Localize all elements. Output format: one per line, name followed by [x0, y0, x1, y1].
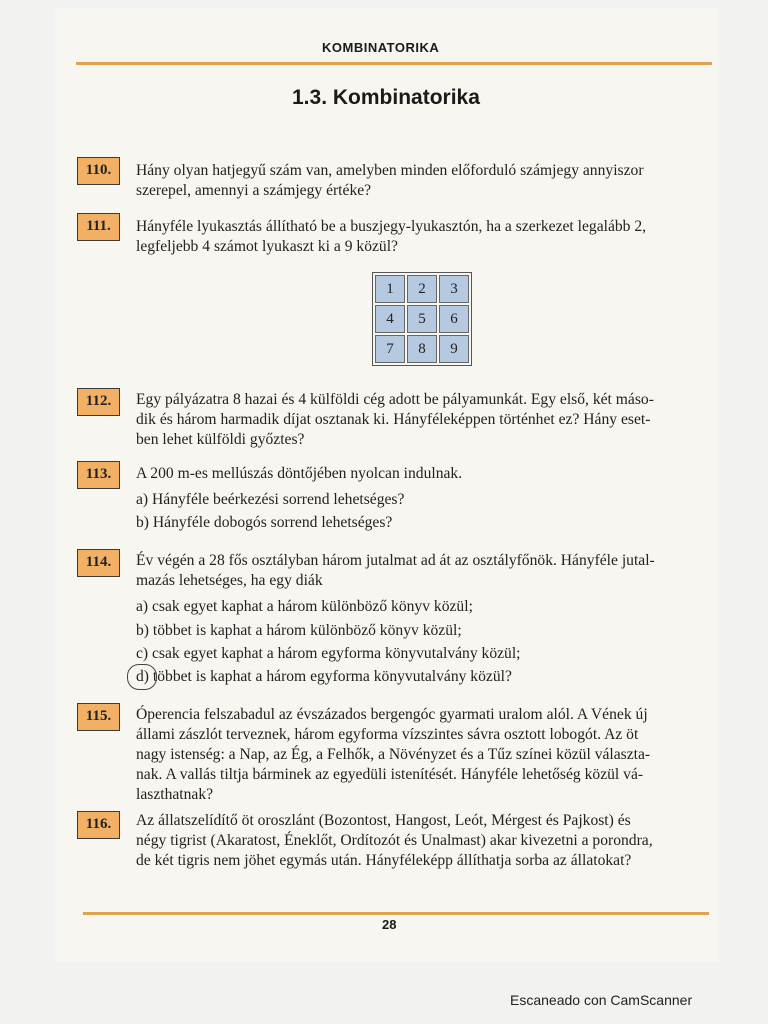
problem-115-line-4: nak. A vallás tiltja bárminek az egyedüli istenítését. Hányféle lehetőség közül vá-: [136, 766, 644, 783]
header-rule: [76, 62, 712, 65]
problem-114-line-1: Év végén a 28 fős osztályban három jutalmat ad át az osztályfőnök. Hányféle jutal-: [136, 552, 655, 569]
grid-cell: 6: [439, 305, 469, 333]
problem-number-115: 115.: [77, 703, 120, 731]
problem-number-111: 111.: [77, 213, 120, 241]
section-title: 1.3. Kombinatorika: [292, 86, 480, 109]
footer-rule: [83, 912, 709, 915]
problem-111-line-2: legfeljebb 4 számot lyukaszt ki a 9 közül?: [136, 238, 398, 255]
problem-113-part-a: a) Hányféle beérkezési sorrend lehetséges?: [136, 491, 405, 508]
problem-114-part-c: c) csak egyet kaphat a három egyforma könyvutalvány közül;: [136, 645, 521, 662]
handwritten-circle-mark: [127, 664, 157, 690]
problem-112-line-1: Egy pályázatra 8 hazai és 4 külföldi cég adott be pályamunkát. Egy első, két máso-: [136, 391, 654, 408]
grid-cell: 1: [375, 275, 405, 303]
problem-110-line-1: Hány olyan hatjegyű szám van, amelyben minden előforduló számjegy annyiszor: [136, 162, 644, 179]
problem-113-line-1: A 200 m-es mellúszás döntőjében nyolcan indulnak.: [136, 465, 463, 482]
problem-114-part-d: d) többet is kaphat a három egyforma könyvutalvány közül?: [136, 668, 512, 685]
problem-115-line-3: nagy istenség: a Nap, az Ég, a Felhők, a Növényzet és a Tűz színei közül választa-: [136, 746, 651, 763]
scanner-watermark: Escaneado con CamScanner: [510, 992, 693, 1008]
problem-number-113: 113.: [77, 461, 120, 489]
page-number: 28: [382, 917, 397, 932]
problem-number-114: 114.: [77, 549, 120, 577]
grid-cell: 8: [407, 335, 437, 363]
problem-number-112: 112.: [77, 388, 120, 416]
grid-cell: 4: [375, 305, 405, 333]
problem-116-line-1: Az állatszelídítő öt oroszlánt (Bozontost, Hangost, Leót, Mérgest és Pajkost) és: [136, 812, 631, 829]
problem-116-line-2: négy tigrist (Akaratost, Éneklőt, Ordítozót és Unalmast) akar kivezetni a porondra,: [136, 832, 653, 849]
problem-115-line-5: laszthatnak?: [136, 786, 214, 803]
problem-115-line-1: Óperencia felszabadul az évszázados bergengóc gyarmati uralom alól. A Vének új: [136, 706, 648, 723]
grid-cell: 3: [439, 275, 469, 303]
problem-113-part-b: b) Hányféle dobogós sorrend lehetséges?: [136, 514, 393, 531]
problem-110-line-2: szerepel, amennyi a számjegy értéke?: [136, 182, 372, 199]
grid-cell: 2: [407, 275, 437, 303]
problem-115-line-2: állami zászlót terveznek, három egyforma vízszintes sávra osztott lobogót. Az öt: [136, 726, 639, 743]
grid-cell: 5: [407, 305, 437, 333]
problem-114-part-a: a) csak egyet kaphat a három különböző könyv közül;: [136, 598, 473, 615]
problem-112-line-2: dik és három harmadik díjat osztanak ki. Hányféleképpen történhet ez? Hány eset-: [136, 411, 651, 428]
running-header: KOMBINATORIKA: [322, 40, 440, 55]
problem-114-line-2: mazás lehetséges, ha egy diák: [136, 572, 323, 589]
problem-114-part-b: b) többet is kaphat a három különböző könyv közül;: [136, 622, 462, 639]
problem-number-116: 116.: [77, 811, 120, 839]
problem-number-110: 110.: [77, 157, 120, 185]
grid-cell: 7: [375, 335, 405, 363]
problem-111-line-1: Hányféle lyukasztás állítható be a buszjegy-lyukasztón, ha a szerkezet legalább 2,: [136, 218, 647, 235]
problem-112-line-3: ben lehet külföldi győztes?: [136, 431, 305, 448]
ticket-punch-grid: [372, 272, 472, 366]
problem-116-line-3: de két tigris nem jöhet egymás után. Hányféleképp állíthatja sorba az állatokat?: [136, 852, 632, 869]
grid-cell: 9: [439, 335, 469, 363]
